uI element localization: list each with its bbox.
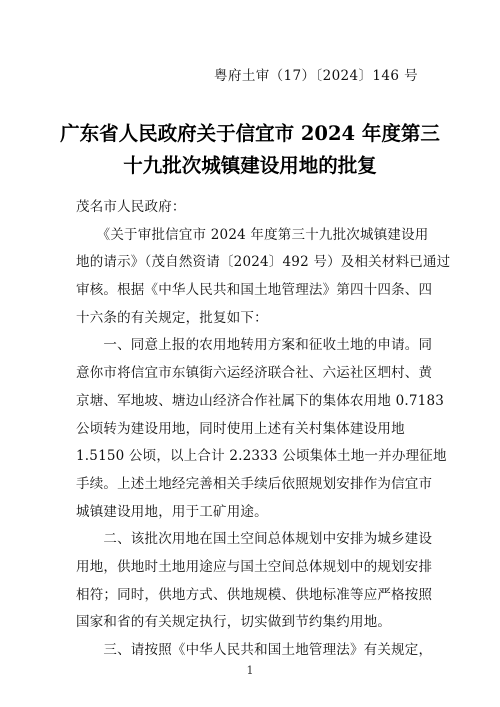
- addressee: 茂名市人民政府：: [76, 199, 186, 215]
- body-line: 地的请示》（茂自然资请〔2024〕492 号）及相关材料已通过: [76, 254, 451, 271]
- page-number: 1: [246, 664, 254, 677]
- body-line: 城镇建设用地，用于工矿用途。: [76, 503, 268, 520]
- body-line: 二、该批次用地在国土空间总体规划中安排为城乡建设: [76, 531, 433, 548]
- document-body: [76, 194, 451, 665]
- body-line: 公顷转为建设用地，同时使用上述有关村集体建设用地: [76, 420, 405, 437]
- body-line: 《关于审批信宜市 2024 年度第三十九批次城镇建设用: [76, 226, 429, 243]
- body-line: 十六条的有关规定，批复如下：: [76, 309, 268, 326]
- title-line-1: 广东省人民政府关于信宜市 2024 年度第三: [60, 122, 440, 145]
- body-line: 一、同意上报的农用地转用方案和征收土地的申请。同: [76, 337, 433, 354]
- body-line: 国家和省的有关规定执行，切实做到节约集约用地。: [76, 614, 392, 631]
- body-line: 用地，供地时土地用途应与国土空间总体规划中的规划安排: [76, 558, 433, 575]
- body-line: 手续。上述土地经完善相关手续后依照规划安排作为信宜市: [76, 475, 433, 492]
- body-line: 意你市将信宜市东镇街六运经济联合社、六运社区垇村、黄: [76, 365, 433, 382]
- document-title: [0, 118, 500, 182]
- document-serial-number: 粤府土审（17）〔2024〕146 号: [214, 68, 418, 84]
- body-line: 相符；同时，供地方式、供地规模、供地标准等应严格按照: [76, 586, 433, 603]
- body-line: 审核。根据《中华人民共和国土地管理法》第四十四条、四: [76, 282, 433, 299]
- body-line: 三、请按照《中华人民共和国土地管理法》有关规定，: [76, 642, 433, 658]
- body-line: 京塘、军地坡、塘边山经济合作社属下的集体农用地 0.7183: [76, 392, 445, 409]
- body-line: 1.5150 公顷，以上合计 2.2333 公顷集体土地一并办理征地: [76, 448, 447, 465]
- title-line-2: 十九批次城镇建设用地的批复: [123, 154, 377, 177]
